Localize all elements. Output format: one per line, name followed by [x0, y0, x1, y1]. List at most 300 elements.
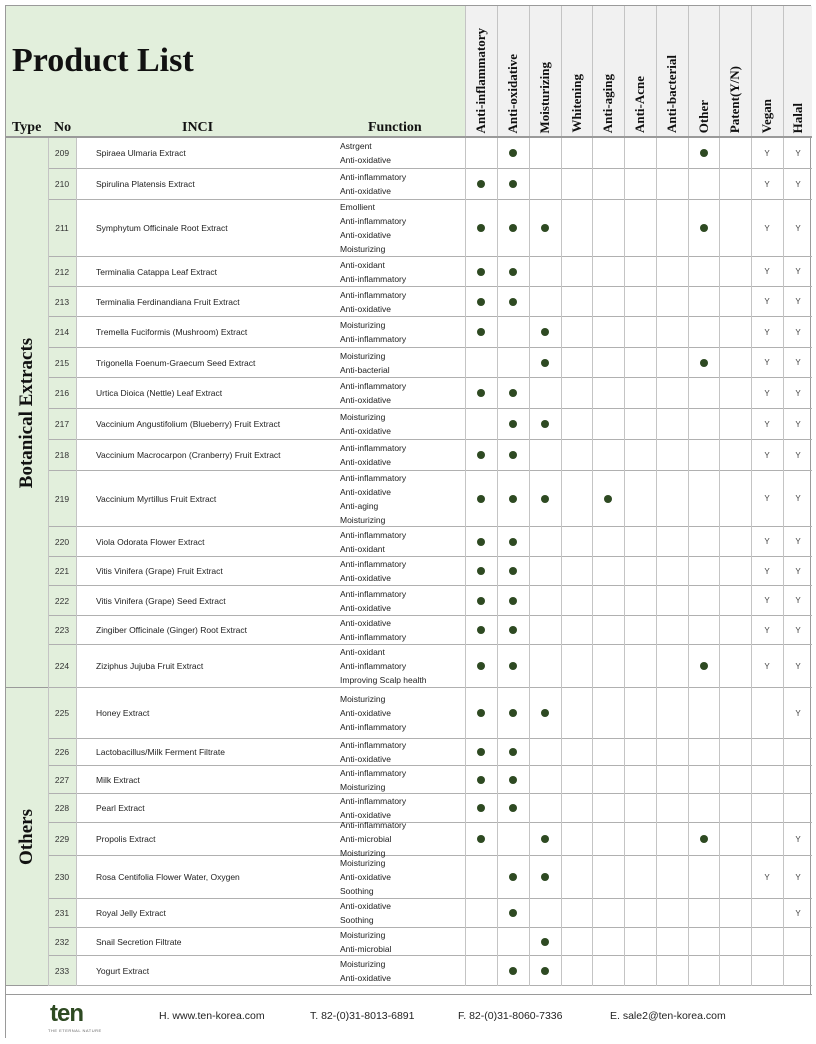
feature-cell — [465, 200, 497, 256]
feature-cell — [497, 956, 529, 985]
feature-cell — [497, 200, 529, 256]
feature-cell — [465, 317, 497, 347]
patent-cell — [719, 200, 751, 256]
vegan-value: Y — [764, 494, 770, 503]
company-logo: ten — [50, 1000, 83, 1027]
row-number: 229 — [48, 823, 76, 855]
function-list — [340, 440, 406, 470]
column-divider — [751, 6, 752, 986]
halal-cell — [783, 739, 813, 765]
inci-name: Vaccinium Macrocarpon (Cranberry) Fruit Extract — [96, 450, 281, 460]
function-item: Anti-oxidative — [340, 230, 392, 240]
patent-cell — [719, 440, 751, 470]
function-item: Anti-oxidative — [340, 486, 392, 497]
halal-cell — [783, 200, 813, 256]
halal-cell — [783, 409, 813, 439]
inci-name: Viola Odorata Flower Extract — [96, 536, 205, 547]
feature-cell — [529, 348, 561, 377]
row-number: 227 — [48, 766, 76, 793]
function-item: Anti-oxidative — [340, 708, 392, 718]
feature-dot — [477, 709, 485, 717]
function-list — [340, 645, 426, 687]
vegan-cell — [751, 823, 783, 855]
inci-name: Yogurt Extract — [96, 965, 150, 976]
row-number: 233 — [48, 956, 76, 985]
table-row — [48, 856, 812, 899]
vegan-cell — [751, 348, 783, 377]
function-item: Anti-inflammatory — [340, 443, 407, 453]
halal-cell — [783, 616, 813, 644]
function-item: Anti-oxidative — [340, 810, 392, 820]
table-row — [48, 557, 812, 586]
feature-cell — [497, 586, 529, 615]
feature-dot — [541, 495, 549, 503]
feature-dot — [477, 662, 485, 670]
feature-dot — [477, 835, 485, 843]
feature-dot — [509, 748, 517, 756]
function-item: Anti-inflammatory — [340, 172, 407, 182]
header-divider — [6, 136, 812, 138]
column-divider — [688, 6, 689, 986]
row-number: 231 — [48, 899, 76, 927]
function-item: Anti-inflammatory — [340, 661, 407, 671]
row-number: 210 — [48, 169, 76, 199]
function-item: Moisturizing — [340, 244, 386, 254]
feature-dot — [509, 538, 517, 546]
feature-cell — [497, 688, 529, 738]
feature-dot — [477, 776, 485, 784]
halal-cell — [783, 823, 813, 855]
row-number: 221 — [48, 557, 76, 585]
inci-name: Vaccinium Myrtillus Fruit Extract — [96, 493, 217, 504]
footer-fax: F. 82-(0)31-8060-7336 — [458, 1010, 563, 1022]
feature-dot — [509, 495, 517, 503]
feature-dot — [541, 967, 549, 975]
function-item: Anti-inflammatory — [340, 289, 407, 300]
vegan-value: Y — [764, 596, 770, 605]
feature-cell — [497, 527, 529, 556]
function-list — [340, 200, 406, 256]
vegan-value: Y — [764, 661, 770, 671]
feature-cell — [529, 856, 561, 898]
halal-cell — [783, 378, 813, 408]
table-row — [48, 409, 812, 440]
halal-cell — [783, 440, 813, 470]
function-list — [340, 928, 392, 955]
feature-dot — [700, 359, 708, 367]
row-number: 212 — [48, 257, 76, 286]
feature-cell — [497, 257, 529, 286]
row-number: 218 — [48, 440, 76, 470]
feature-dot — [700, 662, 708, 670]
feature-dot — [541, 835, 549, 843]
function-item: Moisturizing — [340, 929, 386, 940]
halal-value: Y — [795, 179, 801, 189]
feature-dot — [700, 224, 708, 232]
function-list — [340, 317, 406, 347]
vegan-cell — [751, 440, 783, 470]
header-inci: INCI — [182, 120, 214, 135]
vegan-value: Y — [764, 223, 770, 233]
header-anti-aging: Anti-aging — [600, 73, 615, 133]
feature-dot — [509, 149, 517, 157]
feature-dot — [477, 180, 485, 188]
inci-name: Symphytum Officinale Root Extract — [96, 223, 228, 233]
feature-cell — [497, 287, 529, 316]
feature-dot — [477, 567, 485, 575]
row-number: 224 — [48, 645, 76, 687]
patent-cell — [719, 766, 751, 793]
vegan-cell — [751, 956, 783, 985]
feature-cell — [465, 287, 497, 316]
halal-value: Y — [795, 596, 801, 605]
inci-name: Vitis Vinifera (Grape) Fruit Extract — [96, 566, 223, 576]
patent-cell — [719, 257, 751, 286]
vegan-cell — [751, 856, 783, 898]
inci-name: Pearl Extract — [96, 803, 145, 813]
feature-dot — [700, 149, 708, 157]
function-item: Moisturizing — [340, 858, 386, 868]
function-list — [340, 557, 406, 585]
column-divider — [48, 138, 49, 986]
feature-dot — [509, 451, 517, 459]
inci-name: Vitis Vinifera (Grape) Seed Extract — [96, 595, 226, 606]
feature-dot — [509, 873, 517, 881]
patent-cell — [719, 557, 751, 585]
patent-cell — [719, 794, 751, 822]
feature-cell — [688, 823, 719, 855]
table-row — [48, 527, 812, 557]
feature-cell — [465, 794, 497, 822]
vegan-cell — [751, 317, 783, 347]
function-list — [340, 169, 406, 199]
function-item: Anti-oxidative — [340, 303, 392, 314]
function-item: Anti-oxidative — [340, 395, 392, 405]
header-type: Type — [12, 120, 42, 135]
halal-value: Y — [795, 566, 801, 576]
function-item: Anti-inflammatory — [340, 559, 407, 569]
vegan-value: Y — [764, 450, 770, 460]
table-row — [48, 257, 812, 287]
vegan-value: Y — [764, 625, 770, 635]
halal-cell — [783, 688, 813, 738]
function-list — [340, 471, 406, 526]
function-item: Moisturizing — [340, 781, 386, 792]
table-row — [48, 200, 812, 257]
patent-cell — [719, 586, 751, 615]
row-number: 232 — [48, 928, 76, 955]
feature-dot — [477, 538, 485, 546]
halal-cell — [783, 527, 813, 556]
table-row — [48, 820, 812, 858]
feature-cell — [465, 616, 497, 644]
header-anti-oxidative: Anti-oxidative — [505, 53, 520, 133]
vegan-value: Y — [764, 267, 770, 276]
inci-name: Honey Extract — [96, 708, 150, 718]
inci-name: Propolis Extract — [96, 834, 156, 844]
function-item: Anti-oxidative — [340, 457, 392, 467]
table-row — [48, 378, 812, 409]
feature-dot — [477, 626, 485, 634]
feature-cell — [529, 688, 561, 738]
table-row — [48, 287, 812, 317]
function-item: Anti-aging — [340, 500, 379, 511]
vegan-cell — [751, 257, 783, 286]
table-row — [48, 899, 812, 928]
vegan-cell — [751, 557, 783, 585]
function-item: Anti-oxidative — [340, 602, 392, 613]
function-item: Anti-oxidative — [340, 872, 392, 882]
function-item: Anti-inflammatory — [340, 381, 407, 391]
function-list — [340, 739, 406, 765]
halal-value: Y — [795, 708, 801, 718]
patent-cell — [719, 317, 751, 347]
feature-dot — [509, 420, 517, 428]
feature-dot — [509, 389, 517, 397]
feature-cell — [497, 794, 529, 822]
patent-cell — [719, 616, 751, 644]
function-item: Anti-inflammatory — [340, 273, 407, 284]
header-anti-inflammatory: Anti-inflammatory — [473, 27, 488, 133]
column-divider — [656, 6, 657, 986]
function-list — [340, 766, 406, 793]
inci-name: Ziziphus Jujuba Fruit Extract — [96, 661, 204, 671]
function-item: Anti-oxidative — [340, 155, 392, 165]
row-number: 222 — [48, 586, 76, 615]
vegan-cell — [751, 378, 783, 408]
feature-dot — [509, 909, 517, 917]
row-number: 217 — [48, 409, 76, 439]
product-list-sheet — [5, 5, 811, 1038]
halal-value: Y — [795, 297, 801, 306]
halal-cell — [783, 557, 813, 585]
row-number: 230 — [48, 856, 76, 898]
patent-cell — [719, 348, 751, 377]
column-divider — [529, 6, 530, 986]
table-row — [48, 440, 812, 471]
patent-cell — [719, 928, 751, 955]
function-item: Moisturizing — [340, 694, 386, 704]
table-row — [48, 138, 812, 169]
feature-dot — [477, 495, 485, 503]
column-divider — [76, 138, 77, 986]
feature-cell — [465, 823, 497, 855]
vegan-cell — [751, 899, 783, 927]
function-list — [340, 378, 406, 408]
feature-cell — [465, 645, 497, 687]
function-item: Soothing — [340, 915, 374, 925]
row-number: 228 — [48, 794, 76, 822]
vegan-value: Y — [764, 419, 770, 429]
feature-dot — [509, 709, 517, 717]
function-item: Improving Scalp health — [340, 675, 427, 685]
vegan-value: Y — [764, 148, 770, 158]
row-number: 219 — [48, 471, 76, 526]
vegan-value: Y — [764, 537, 770, 546]
inci-name: Milk Extract — [96, 774, 140, 785]
column-divider — [465, 6, 466, 986]
function-item: Anti-oxidative — [340, 573, 392, 583]
function-item: Anti-oxidant — [340, 543, 385, 554]
feature-dot — [509, 967, 517, 975]
function-item: Moisturizing — [340, 514, 386, 525]
feature-cell — [529, 928, 561, 955]
halal-cell — [783, 899, 813, 927]
table-row — [48, 739, 812, 766]
vegan-value: Y — [764, 566, 770, 576]
row-number: 216 — [48, 378, 76, 408]
function-item: Anti-inflammatory — [340, 588, 407, 599]
halal-value: Y — [795, 834, 801, 844]
patent-cell — [719, 739, 751, 765]
feature-dot — [541, 224, 549, 232]
function-list — [340, 409, 391, 439]
halal-cell — [783, 856, 813, 898]
table-row — [48, 794, 812, 823]
feature-dot — [541, 938, 549, 946]
function-list — [340, 138, 391, 168]
function-item: Anti-bacterial — [340, 364, 390, 375]
inci-name: Lactobacillus/Milk Ferment Filtrate — [96, 747, 225, 757]
function-item: Anti-oxidative — [340, 754, 392, 764]
vegan-value: Y — [764, 297, 770, 306]
header-vegan: Vegan — [759, 98, 774, 133]
patent-cell — [719, 138, 751, 168]
feature-cell — [497, 856, 529, 898]
feature-cell — [465, 557, 497, 585]
type-group — [6, 688, 48, 986]
row-number: 220 — [48, 527, 76, 556]
feature-cell — [688, 138, 719, 168]
feature-cell — [465, 688, 497, 738]
function-item: Anti-oxidative — [340, 426, 392, 436]
patent-cell — [719, 378, 751, 408]
function-list — [340, 257, 406, 286]
feature-cell — [529, 409, 561, 439]
function-item: Soothing — [340, 886, 374, 896]
column-divider — [719, 6, 720, 986]
halal-value: Y — [795, 223, 801, 233]
halal-value: Y — [795, 908, 801, 918]
halal-cell — [783, 794, 813, 822]
patent-cell — [719, 688, 751, 738]
vegan-cell — [751, 200, 783, 256]
function-item: Anti-oxidant — [340, 259, 385, 270]
vegan-cell — [751, 645, 783, 687]
row-number: 226 — [48, 739, 76, 765]
patent-cell — [719, 409, 751, 439]
halal-value: Y — [795, 494, 801, 503]
inci-name: Terminalia Ferdinandiana Fruit Extract — [96, 296, 240, 307]
function-list — [340, 287, 406, 316]
patent-cell — [719, 823, 751, 855]
halal-cell — [783, 317, 813, 347]
halal-cell — [783, 645, 813, 687]
feature-dot — [477, 389, 485, 397]
header-anti-bacterial: Anti-bacterial — [664, 55, 679, 133]
function-item: Moisturizing — [340, 350, 386, 361]
inci-name: Royal Jelly Extract — [96, 908, 166, 918]
table-row — [48, 471, 812, 527]
feature-cell — [465, 766, 497, 793]
feature-dot — [477, 451, 485, 459]
feature-cell — [465, 739, 497, 765]
feature-dot — [477, 268, 485, 276]
halal-value: Y — [795, 358, 801, 367]
feature-dot — [477, 597, 485, 605]
halal-cell — [783, 471, 813, 526]
column-divider — [497, 6, 498, 986]
footer — [6, 994, 812, 1039]
feature-cell — [529, 200, 561, 256]
inci-name: Trigonella Foenum-Graecum Seed Extract — [96, 357, 256, 368]
table-row — [48, 766, 812, 794]
table-row — [48, 956, 812, 986]
vegan-cell — [751, 739, 783, 765]
feature-cell — [529, 956, 561, 985]
function-item: Anti-inflammatory — [340, 767, 407, 778]
feature-dot — [477, 224, 485, 232]
row-number: 213 — [48, 287, 76, 316]
halal-cell — [783, 928, 813, 955]
vegan-cell — [751, 586, 783, 615]
column-divider — [624, 6, 625, 986]
feature-dot — [509, 597, 517, 605]
table-row — [48, 688, 812, 739]
row-number: 223 — [48, 616, 76, 644]
row-number: 214 — [48, 317, 76, 347]
function-item: Anti-inflammatory — [340, 820, 407, 830]
vegan-cell — [751, 766, 783, 793]
patent-cell — [719, 956, 751, 985]
function-item: Anti-inflammatory — [340, 632, 407, 642]
header-function: Function — [368, 120, 422, 135]
table-row — [48, 586, 812, 616]
footer-homepage: H. www.ten-korea.com — [159, 1010, 265, 1022]
function-item: Anti-microbial — [340, 943, 392, 954]
inci-name: Zingiber Officinale (Ginger) Root Extract — [96, 625, 248, 635]
row-number: 215 — [48, 348, 76, 377]
patent-cell — [719, 287, 751, 316]
function-list — [340, 820, 407, 858]
feature-cell — [497, 378, 529, 408]
feature-cell — [497, 440, 529, 470]
halal-value: Y — [795, 419, 801, 429]
header-no: No — [54, 120, 72, 135]
feature-cell — [592, 471, 624, 526]
vegan-value: Y — [764, 327, 770, 337]
function-item: Moisturizing — [340, 412, 386, 422]
vegan-cell — [751, 794, 783, 822]
feature-cell — [529, 471, 561, 526]
inci-name: Spiraea Ulmaria Extract — [96, 148, 186, 158]
type-group — [6, 138, 48, 688]
inci-name: Spirulina Platensis Extract — [96, 179, 195, 189]
inci-name: Vaccinium Angustifolium (Blueberry) Fruit Extract — [96, 419, 281, 429]
feature-cell — [497, 557, 529, 585]
feature-dot — [604, 495, 612, 503]
patent-cell — [719, 169, 751, 199]
feature-cell — [465, 169, 497, 199]
halal-value: Y — [795, 327, 801, 337]
function-item: Anti-oxidative — [340, 901, 392, 911]
halal-cell — [783, 348, 813, 377]
feature-dot — [477, 298, 485, 306]
table-row — [48, 169, 812, 200]
halal-value: Y — [795, 537, 801, 546]
feature-cell — [529, 317, 561, 347]
halal-cell — [783, 169, 813, 199]
